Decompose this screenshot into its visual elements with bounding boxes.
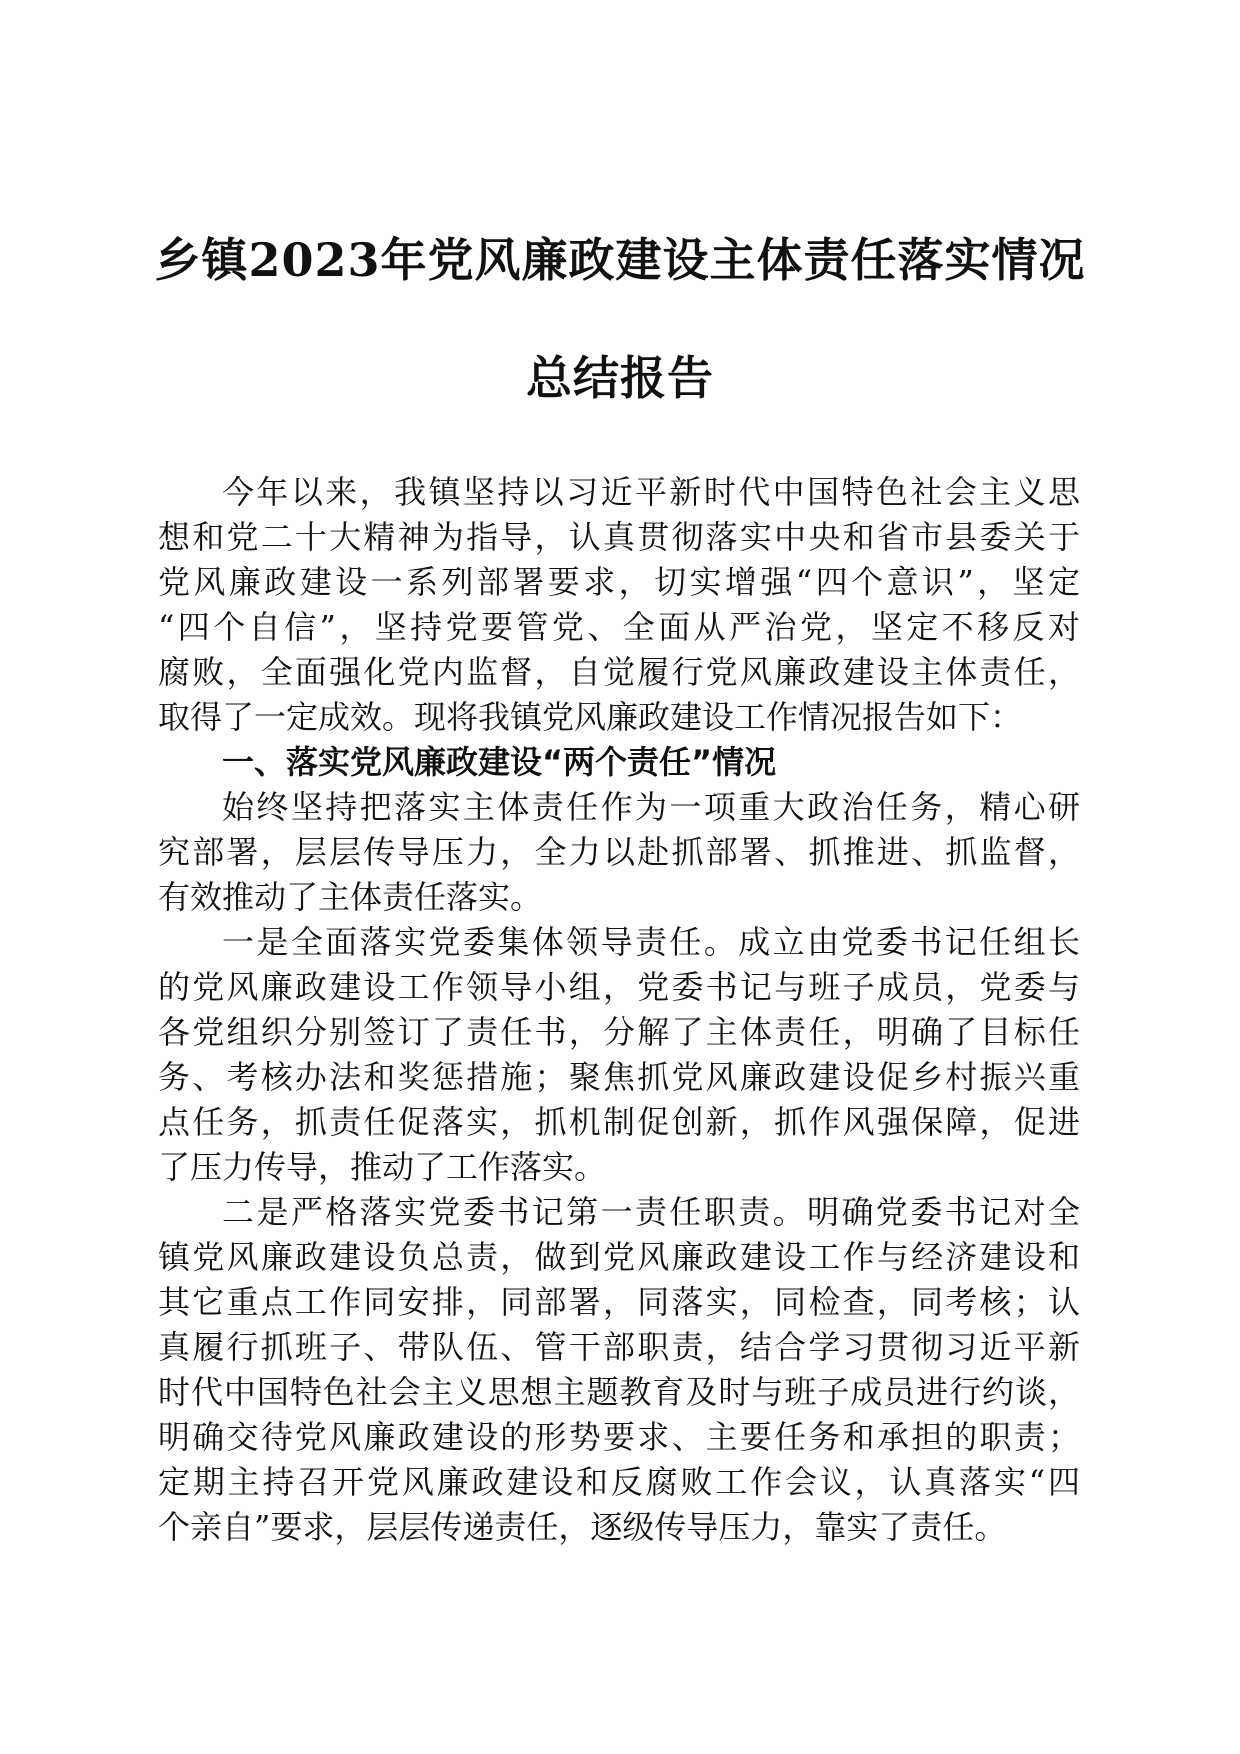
document-title-line-2: 总结报告	[526, 351, 714, 405]
paragraph-point-2-line: 镇党风廉政建设负总责，做到党风廉政建设工作与经济建设和	[158, 1238, 1080, 1276]
paragraph-point-1-line: 各党组织分别签订了责任书，分解了主体责任，明确了目标任	[158, 1013, 1080, 1051]
paragraph-section-line: 始终坚持把落实主体责任作为一项重大政治任务，精心研	[222, 788, 1080, 826]
paragraph-point-2-line: 明确交待党风廉政建设的形势要求、主要任务和承担的职责；	[158, 1418, 1080, 1456]
paragraph-point-2-line: 其它重点工作同安排，同部署，同落实，同检查，同考核；认	[158, 1283, 1080, 1321]
paragraph-intro-line: “四个自信”，坚持党要管党、全面从严治党，坚定不移反对	[158, 608, 1080, 646]
paragraph-intro-line: 今年以来，我镇坚持以习近平新时代中国特色社会主义思	[222, 473, 1080, 511]
paragraph-point-2-line: 真履行抓班子、带队伍、管干部职责，结合学习贯彻习近平新	[158, 1328, 1080, 1366]
paragraph-point-2-line: 个亲自”要求，层层传递责任，逐级传导压力，靠实了责任。	[158, 1508, 1007, 1546]
section-heading-1: 一、落实党风廉政建设“两个责任”情况	[222, 743, 777, 781]
paragraph-point-1-line: 一是全面落实党委集体领导责任。成立由党委书记任组长	[222, 923, 1080, 961]
paragraph-section-line: 有效推动了主体责任落实。	[158, 878, 543, 916]
paragraph-point-2-line: 定期主持召开党风廉政建设和反腐败工作会议，认真落实“四	[158, 1463, 1080, 1501]
paragraph-point-1-line: 务、考核办法和奖惩措施；聚焦抓党风廉政建设促乡村振兴重	[158, 1058, 1080, 1096]
document-title-line-1: 乡镇2023年党风廉政建设主体责任落实情况	[154, 233, 1086, 287]
paragraph-point-1-line: 的党风廉政建设工作领导小组，党委书记与班子成员，党委与	[158, 968, 1080, 1006]
paragraph-intro-line: 取得了一定成效。现将我镇党风廉政建设工作情况报告如下：	[158, 698, 1023, 736]
paragraph-intro-line: 想和党二十大精神为指导，认真贯彻落实中央和省市县委关于	[158, 518, 1080, 556]
document-body	[158, 470, 1080, 1550]
paragraph-point-2-line: 时代中国特色社会主义思想主题教育及时与班子成员进行约谈，	[158, 1373, 1080, 1411]
paragraph-point-1-line: 了压力传导，推动了工作落实。	[158, 1148, 607, 1186]
paragraph-point-1-line: 点任务，抓责任促落实，抓机制促创新，抓作风强保障，促进	[158, 1103, 1080, 1141]
paragraph-intro-line: 腐败，全面强化党内监督，自觉履行党风廉政建设主体责任，	[158, 653, 1080, 691]
paragraph-point-2-line: 二是严格落实党委书记第一责任职责。明确党委书记对全	[222, 1193, 1080, 1231]
paragraph-section-line: 究部署，层层传导压力，全力以赴抓部署、抓推进、抓监督，	[158, 833, 1080, 871]
paragraph-intro-line: 党风廉政建设一系列部署要求，切实增强“四个意识”，坚定	[158, 563, 1080, 601]
